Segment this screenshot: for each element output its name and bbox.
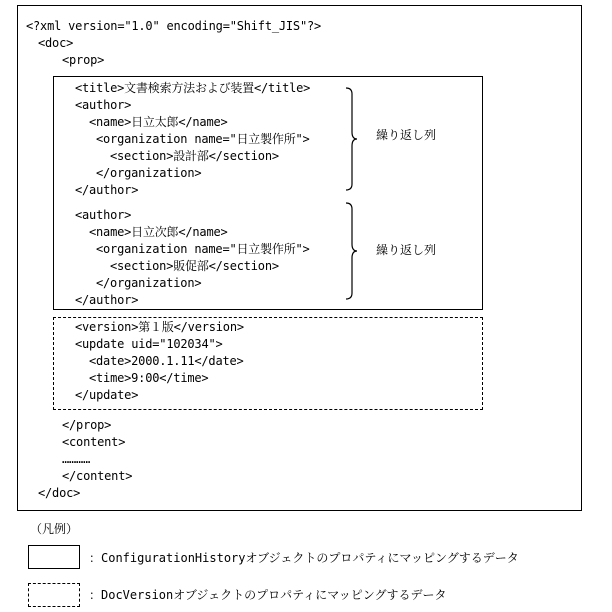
- author1-section-element: <section>設計部</section>: [110, 149, 279, 163]
- author2-section-element: <section>販促部</section>: [110, 259, 279, 273]
- legend-title: （凡例）: [30, 522, 79, 536]
- title-element: <title>文書検索方法および装置</title>: [75, 81, 311, 95]
- doc-open-tag: <doc>: [38, 36, 74, 50]
- date-element: <date>2000.1.11</date>: [89, 354, 244, 368]
- author1-organization-open-tag: <organization name="日立製作所">: [96, 132, 310, 146]
- author1-open-tag: <author>: [75, 98, 132, 112]
- author2-name-element: <name>日立次郎</name>: [89, 225, 228, 239]
- prop-close-tag: </prop>: [62, 418, 112, 432]
- update-open-tag: <update uid="102034">: [75, 337, 223, 351]
- content-close-tag: </content>: [62, 469, 133, 483]
- version-element: <version>第１版</version>: [75, 320, 244, 334]
- legend-solid-description: ：ConfigurationHistoryオブジェクトのプロパティにマッピングするデータ: [89, 551, 519, 565]
- repeat-annotation-1: 繰り返し列: [376, 128, 437, 142]
- update-close-tag: </update>: [75, 388, 139, 402]
- repeat-brace-1: [344, 88, 358, 190]
- author1-name-element: <name>日立太郎</name>: [89, 115, 228, 129]
- author1-organization-close-tag: </organization>: [96, 166, 202, 180]
- content-ellipsis: …………: [62, 452, 91, 466]
- xml-declaration: <?xml version="1.0" encoding="Shift_JIS"?>: [26, 19, 322, 33]
- content-open-tag: <content>: [62, 435, 126, 449]
- repeat-brace-2: [344, 203, 358, 299]
- author2-organization-open-tag: <organization name="日立製作所">: [96, 242, 310, 256]
- repeat-annotation-2: 繰り返し列: [376, 243, 437, 257]
- time-element: <time>9:00</time>: [89, 371, 209, 385]
- legend-solid-box-sample: [28, 545, 80, 569]
- prop-open-tag: <prop>: [62, 53, 105, 67]
- legend-dashed-description: ：DocVersionオブジェクトのプロパティにマッピングするデータ: [89, 588, 447, 602]
- author2-organization-close-tag: </organization>: [96, 276, 202, 290]
- author2-close-tag: </author>: [75, 293, 139, 307]
- author1-close-tag: </author>: [75, 183, 139, 197]
- legend-dashed-box-sample: [28, 583, 80, 607]
- doc-close-tag: </doc>: [38, 486, 81, 500]
- author2-open-tag: <author>: [75, 208, 132, 222]
